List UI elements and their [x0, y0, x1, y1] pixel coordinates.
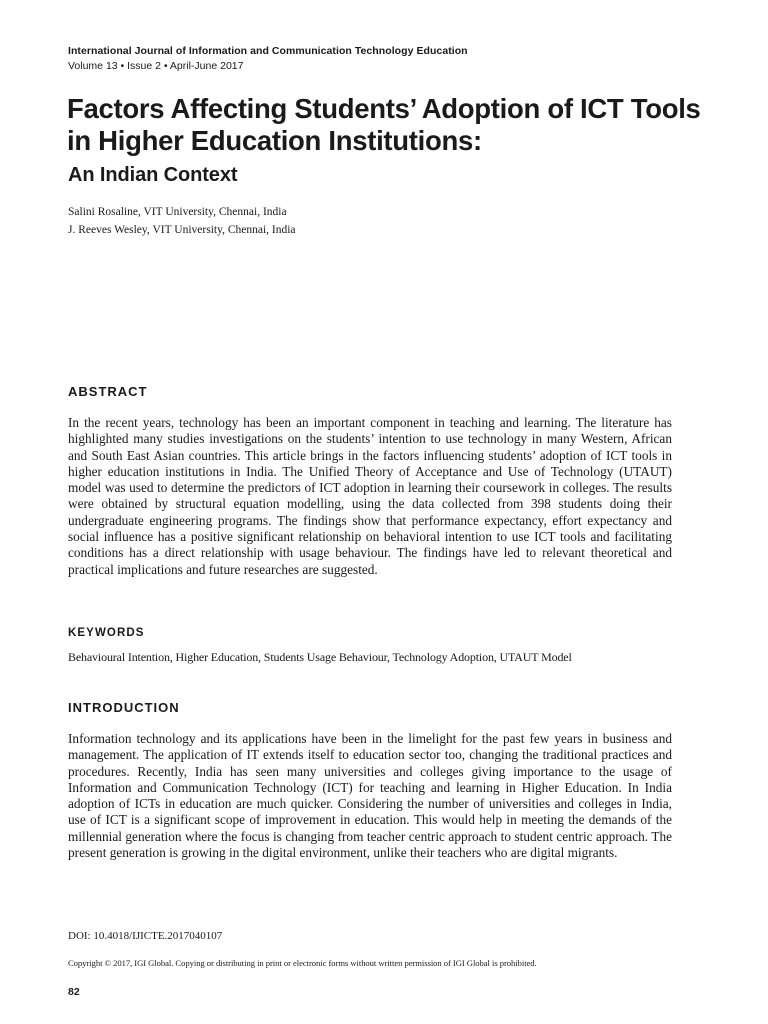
author-line: J. Reeves Wesley, VIT University, Chennai, India	[68, 224, 296, 236]
keywords-heading: KEYWORDS	[68, 627, 145, 639]
keywords-text: Behavioural Intention, Higher Education, Students Usage Behaviour, Technology Adoption, UTAUT Model	[68, 650, 572, 664]
author-line: Salini Rosaline, VIT University, Chennai, India	[68, 206, 287, 218]
article-subtitle: An Indian Context	[68, 164, 238, 186]
doi: DOI: 10.4018/IJICTE.2017040107	[68, 930, 223, 942]
page-number: 82	[68, 986, 80, 998]
copyright-notice: Copyright © 2017, IGI Global. Copying or distributing in print or electronic forms without written permission of IGI Global is prohibited.	[68, 958, 537, 968]
article-title: Factors Affecting Students’ Adoption of ICT Tools in Higher Education Institutions:	[67, 93, 701, 156]
abstract-heading: ABSTRACT	[68, 384, 148, 399]
journal-name: International Journal of Information and Communication Technology Education	[68, 45, 468, 57]
abstract-text: In the recent years, technology has been an important component in teaching and learning. The literature has highlighted many studies investigations on the students’ intention to use technology in many Western, African and South East Asian countries. This article brings in the factors influencing students’ adoption of ICT tools in higher education institutions in India. The Unified Theory of Acceptance and Use of Technology (UTAUT) model was used to determine the predictors of ICT adoption in learning their coursework in colleges. The results were obtained by structural equation modelling, using the data collected from 398 students doing their undergraduate engineering programs. The findings show that performance expectancy, effort expectancy and social influence has a positive significant relationship on behavioral intention to use ICT tools and facilitating conditions has a direct relationship with usage behaviour. The findings have led to relevant theoretical and practical implications and future researches are suggested.	[68, 415, 672, 577]
introduction-text: Information technology and its applications have been in the limelight for the past few years in business and management. The application of IT extends itself to education sector too, changing the traditional practices and procedures. Recently, India has seen many universities and colleges giving importance to the usage of Information and Communication Technology (ICT) for teaching and learning in Higher Education. In India adoption of ICTs in education are much quicker. Considering the number of universities and colleges in India, use of ICT is a significant scope of improvement in education. This would help in meeting the demands of the millennial generation where the focus is changing from teacher centric approach to student centric approach. The present generation is growing in the digital environment, unlike their teachers who are digital migrants.	[68, 731, 672, 861]
issue-info: Volume 13 • Issue 2 • April-June 2017	[68, 60, 244, 72]
introduction-heading: INTRODUCTION	[68, 700, 180, 715]
